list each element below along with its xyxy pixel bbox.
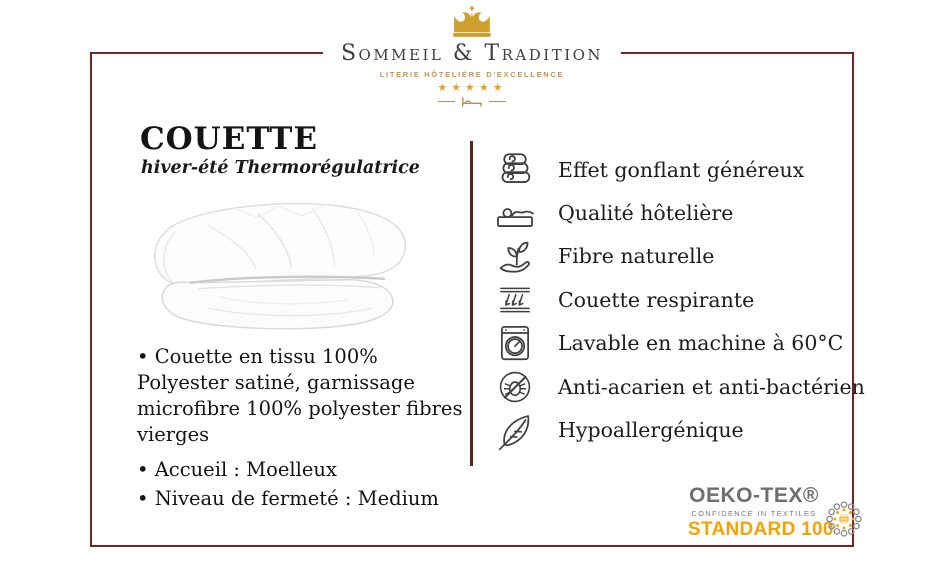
plant-hand-icon	[491, 235, 538, 278]
oeko-tex-subtitle: CONFIDENCE IN TEXTILES	[691, 509, 817, 518]
spec-item: • Niveau de fermeté : Medium	[137, 486, 439, 510]
anti-mite-icon	[491, 365, 538, 408]
feature-label: Anti-acarien et anti-bactérien	[558, 374, 865, 399]
feature-label: Fibre naturelle	[558, 244, 715, 269]
breathable-icon	[491, 278, 538, 321]
oeko-tex-brand: OEKO-TEX®	[689, 484, 819, 507]
product-title: COUETTE	[140, 121, 318, 157]
feature-row	[491, 278, 865, 321]
feature-row	[491, 235, 865, 278]
folded-duvet-icon	[491, 148, 538, 191]
brand-logo	[323, 5, 621, 110]
feature-row	[491, 191, 865, 234]
feather-icon	[491, 409, 538, 452]
oeko-tex-emblem-icon	[823, 498, 865, 540]
feature-label: Couette respirante	[558, 287, 755, 312]
feature-label: Hypoallergénique	[558, 418, 744, 443]
feature-row	[491, 365, 865, 408]
oeko-tex-text	[688, 484, 834, 541]
vertical-divider	[470, 141, 473, 466]
brand-stars: ★★★★★	[437, 81, 507, 94]
feature-label: Qualité hôtelière	[558, 201, 734, 226]
oeko-tex-certification	[688, 484, 865, 541]
feature-row	[491, 408, 865, 451]
feature-label: Effet gonflant généreux	[558, 157, 805, 182]
spec-item: • Accueil : Moelleux	[137, 457, 337, 481]
feature-label: Lavable en machine à 60°C	[558, 331, 844, 356]
hotel-sleep-icon	[491, 192, 538, 235]
product-subtitle: hiver-été Thermorégulatrice	[141, 158, 420, 178]
ornament-line	[489, 101, 506, 103]
feature-row	[491, 322, 865, 365]
brand-name: Sommeil & Tradition	[340, 41, 604, 66]
feature-list	[491, 148, 865, 452]
duvet-photo	[140, 186, 435, 344]
crown-icon	[341, 5, 603, 39]
bed-icon	[461, 96, 483, 107]
washing-machine-icon	[491, 322, 538, 365]
feature-row	[491, 148, 865, 191]
spec-item: • Couette en tissu 100% Polyester satiné, garnissage microfibre 100% polyester fibres vierges	[137, 345, 463, 446]
bed-ornament	[341, 96, 603, 107]
brand-tagline: LITERIE HÔTELIÈRE D'EXCELLENCE	[379, 70, 565, 79]
oeko-tex-standard: STANDARD 100	[688, 519, 834, 540]
ornament-line	[438, 101, 455, 103]
product-specs	[137, 344, 471, 512]
